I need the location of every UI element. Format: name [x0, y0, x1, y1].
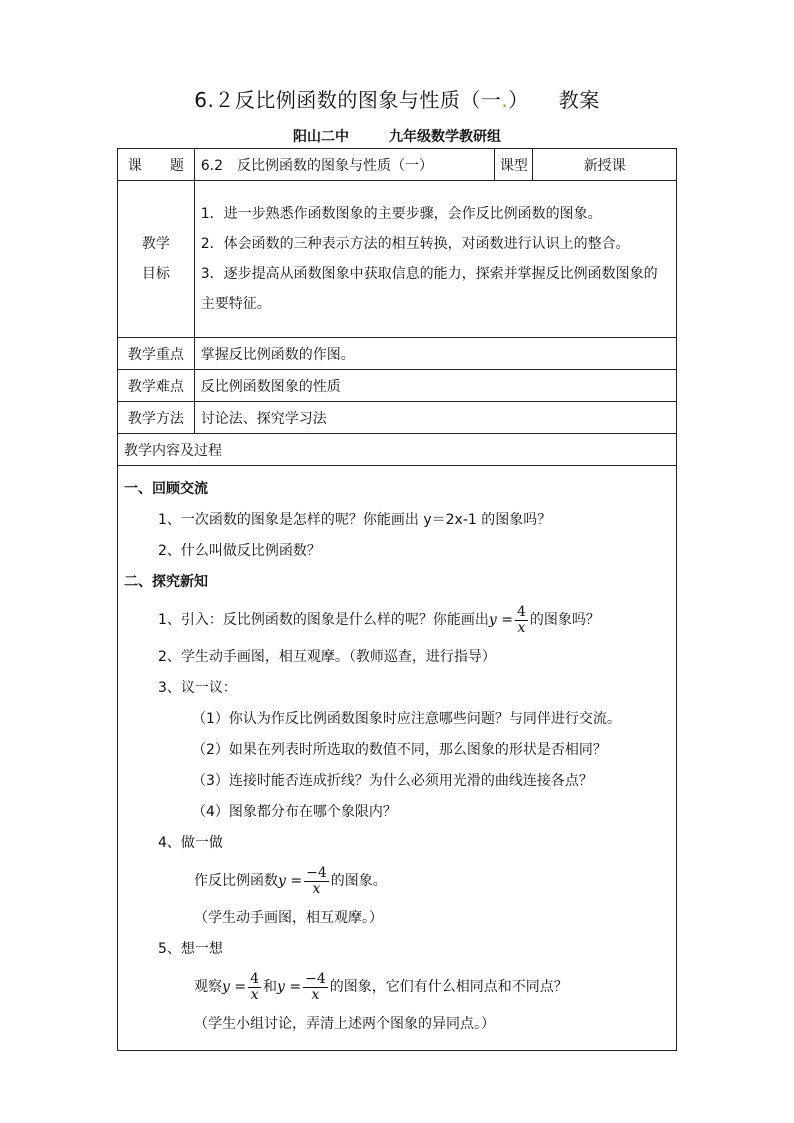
formula-y-eq: y = [278, 873, 303, 889]
school-name: 阳山二中 [293, 129, 349, 145]
document-title [0, 84, 794, 113]
fraction-numerator: 4 [517, 603, 526, 620]
process-label: 教学内容及过程 [118, 434, 677, 466]
key-point-value: 掌握反比例函数的作图。 [194, 338, 676, 370]
difficulty-row [118, 370, 677, 402]
explore-item-1-suffix: 的图象吗？ [529, 612, 600, 628]
fraction-denominator: x [517, 619, 526, 636]
goal-item: 1．进一步熟悉作函数图象的主要步骤，会作反比例函数的图象。 [200, 206, 602, 222]
goals-label-line2: 目标 [141, 266, 170, 282]
title-close: ） [508, 88, 529, 112]
review-question-1: 1、一次函数的图象是怎样的呢？你能画出 y＝2x-1 的图象吗？ [158, 512, 552, 528]
document-subtitle [0, 126, 794, 146]
topic-row [118, 149, 677, 181]
explore-item-4-task [124, 859, 670, 903]
explore-item-1-text: 1、引入：反比例函数的图象是什么样的呢？你能画出 [158, 612, 489, 628]
goals-label [118, 181, 195, 338]
content-row [118, 466, 677, 1051]
explore-item-5-task [124, 965, 670, 1009]
goals-row [118, 181, 677, 338]
goals-list [194, 181, 676, 338]
task-and: 和 [263, 979, 278, 995]
formula-fraction [248, 972, 261, 1003]
fraction-denominator: x [311, 986, 320, 1003]
title-suffix: 教案 [558, 88, 600, 112]
formula-fraction [303, 972, 328, 1003]
task-suffix: 的图象，它们有什么相同点和不同点？ [329, 979, 568, 995]
goals-label-line1: 教学 [141, 236, 170, 252]
formula-y-eq: y = [488, 612, 513, 628]
discussion-question: （1）你认为作反比例函数图象时应注意哪些问题？与同伴进行交流。 [192, 711, 621, 727]
key-point-label: 教学重点 [118, 338, 195, 370]
lesson-content [118, 466, 677, 1051]
explore-item-2: 2、学生动手画图，相互观摩。（教师巡查，进行指导） [158, 649, 496, 665]
explore-item-4-note: （学生动手画图，相互观摩。） [194, 910, 383, 926]
difficulty-value: 反比例函数图象的性质 [194, 370, 676, 402]
formula-fraction [515, 605, 528, 636]
task-text: 作反比例函数 [194, 873, 278, 889]
group-name: 九年级数学教研组 [389, 129, 501, 145]
topic-value: 6.2 反比例函数的图象与性质（一） [194, 149, 494, 181]
explore-item-1 [124, 598, 670, 642]
discussion-question: （4）图象都分布在哪个象限内？ [192, 804, 397, 820]
difficulty-label: 教学难点 [118, 370, 195, 402]
key-point-row [118, 338, 677, 370]
fraction-denominator: x [250, 986, 259, 1003]
formula-y-eq: y = [277, 979, 302, 995]
review-question-2: 2、什么叫做反比例函数？ [158, 543, 321, 559]
explore-item-4: 4、做一做 [158, 835, 223, 851]
title-dot: . [501, 88, 509, 112]
fraction-numerator: 4 [250, 970, 260, 987]
fraction-denominator: x [312, 880, 321, 897]
method-label: 教学方法 [118, 402, 195, 434]
explore-item-5: 5、想一想 [158, 941, 223, 957]
section-review-heading: 一、回顾交流 [124, 481, 208, 497]
lesson-plan-table [117, 148, 677, 1051]
topic-label: 课 题 [118, 149, 195, 181]
explore-item-3: 3、议一议： [158, 680, 237, 696]
process-header-row [118, 434, 677, 466]
discussion-question: （2）如果在列表时所选取的数值不同，那么图象的形状是否相同？ [192, 742, 607, 758]
goal-item: 3．逐步提高从函数图象中获取信息的能力，探索并掌握反比例函数图象的主要特征。 [200, 266, 658, 312]
task-suffix: 的图象。 [330, 873, 387, 889]
fraction-numerator: −4 [306, 864, 327, 881]
method-value: 讨论法、探究学习法 [194, 402, 676, 434]
formula-fraction [304, 866, 329, 897]
fraction-numerator: −4 [305, 970, 326, 987]
title-main: 6.２反比例函数的图象与性质（一 [194, 88, 502, 112]
task-text: 观察 [194, 979, 222, 995]
section-explore-heading: 二、探究新知 [124, 574, 208, 590]
type-label: 课型 [495, 149, 533, 181]
discussion-question: （3）连接时能否连成折线？为什么必须用光滑的曲线连接各点？ [192, 773, 593, 789]
goal-item: 2．体会函数的三种表示方法的相互转换，对函数进行认识上的整合。 [200, 236, 630, 252]
explore-item-5-note: （学生小组讨论，弄清上述两个图象的异同点。） [194, 1016, 495, 1032]
type-value: 新授课 [533, 149, 677, 181]
method-row [118, 402, 677, 434]
formula-y-eq: y = [222, 979, 247, 995]
